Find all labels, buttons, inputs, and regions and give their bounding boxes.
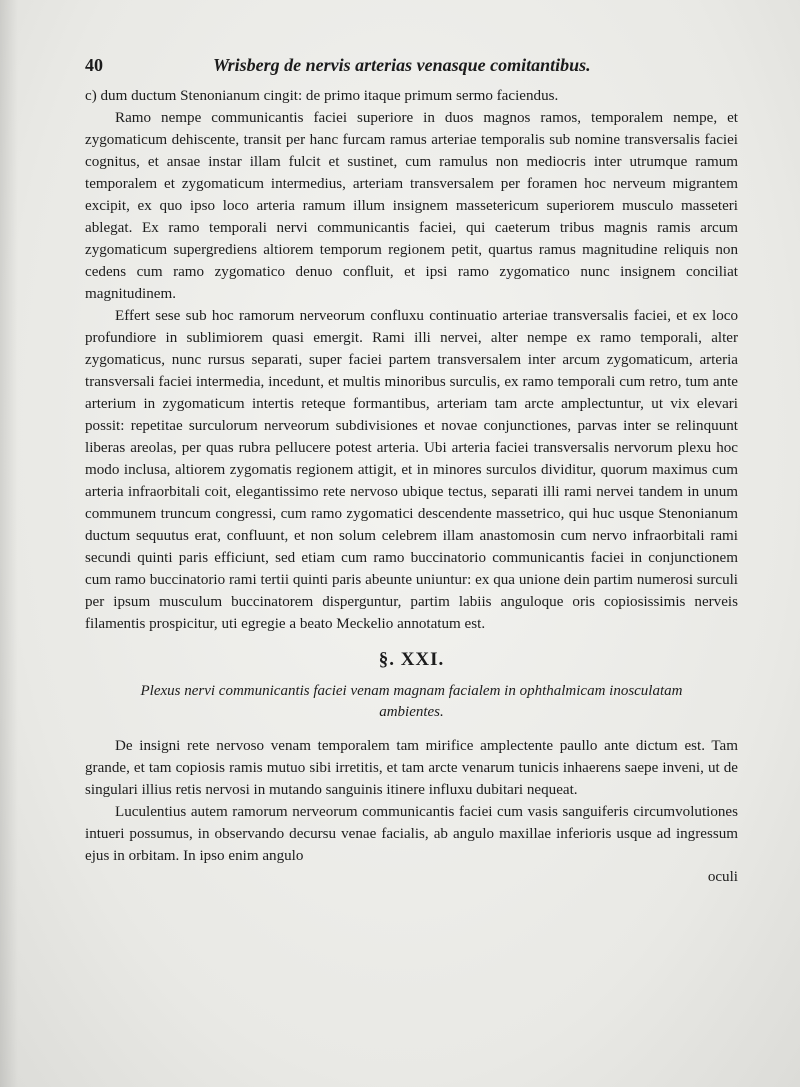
paragraph-de-insigni: De insigni rete nervoso venam temporalem tam mirifice amplectente paullo ante dictum est. Tam grande, et tam copiosis ramis mutuo sibi irretitis, et tam arcte venarum tunicis inhaerens saepe inveni, ut de singulari illius retis nervosi in mutando sanguinis itinere influxu dubitari nequeat. [85,738,738,798]
running-title: Wrisberg de nervis arterias venasque comitantibus. [213,55,591,75]
page-number: 40 [85,55,103,75]
section-title: Plexus nervi communicantis faciei venam magnam facialem in ophthalmicam inosculatam ambientes. [140,683,683,720]
paragraph-luculentius: Luculentius autem ramorum nerveorum communicantis faciei cum vasis sanguiferis circumvolutiones intueri possumus, in observando decursu venae facialis, ab angulo maxillae inferioris usque ad ingressum ejus in orbitam. In ipso enim angulo [85,804,738,864]
paragraph-effert: Effert sese sub hoc ramorum nerveorum confluxu continuatio arteriae transversalis faciei, et ex loco profundiore in sublimiorem quasi emergit. Rami illi nervei, alter nempe ex ramo temporali, alter zygomaticus, nunc rursus separati, super faciei partem transversalem inter arcum zygomaticum, arteria transversali faciei intermedia, incedunt, et multis minoribus surculis, ex ramo temporali cum retro, tum ante arterium in zygomaticum intertis reteque formantibus, arteriam tam arcte amplectuntur, ut vix elevari possit: repetitae surculorum nerveorum subdivisiones et novae conjunctiones, parvas inter se relinquunt liberas areolas, per quas rubra pellucere potest arteria. Ubi arteria faciei transversalis nervorum plexu hoc modo inclusa, altiorem zygomatis regionem attigit, et in minores surculos dividitur, quorum maximus cum arteria infraorbitali coit, elegantissimo rete nervoso ubique tectus, separati illi rami nervei tandem in unum communem truncum congressi, cum ramo zygomatici descendente massetrico, qui huc usque Stenonianum ductum sequutus erat, confluunt, et non solum celebrem illam anastomosin cum nervo infraorbitali rami secundi quinti paris efficiunt, sed etiam cum ramo buccinatorio communicantis faciei in conjunctionem cum ramo buccinatorio rami tertii quinti paris abeunte uniuntur: ex qua unione dein partim numerosi surculi per ipsum musculum buccinatorem disperguntur, partim labiis anguloque oris copiosissimis nerveis filamentis prospicitur, uti egregie a beato Meckelio annotatum est. [85,308,738,632]
running-head [85,55,738,85]
catchword: oculi [707,869,738,885]
gutter-shadow [0,0,18,1087]
section-heading: §. XXI. [378,649,445,670]
body-text-top [85,85,738,635]
body-text-bottom [85,735,738,867]
paragraph-ramo: Ramo nempe communicantis faciei superiore in duos magnos ramos, temporalem nempe, et zygomaticum dehiscente, transit per hanc furcam ramus arteriae temporalis sub nomine transversalis faciei cognitus, et ansae instar illam fulcit et sustinet, cum ramulus non mediocris inter utrumque ramum temporalem et zygomaticum intermedius, arteriam transversalem per foramen hoc nerveum migrantem excipit, ex quo ipso loco arteria ramum illum insignem massetericum superiorem musculo masseteri ablegat. Ex ramo temporali nervi communicantis faciei, qui caeterum tribus magnis ramis arcum zygomaticum supergrediens altiorem temporum regionem petit, quartus ramus magnitudine reliquis non cedens cum ramo zygomatico denuo confluit, et ipsi ramo zygomatico nunc insignem conciliat magnitudinem. [85,110,738,302]
paragraph-continuation: c) dum ductum Stenonianum cingit: de primo itaque primum sermo faciendus. [85,88,559,104]
